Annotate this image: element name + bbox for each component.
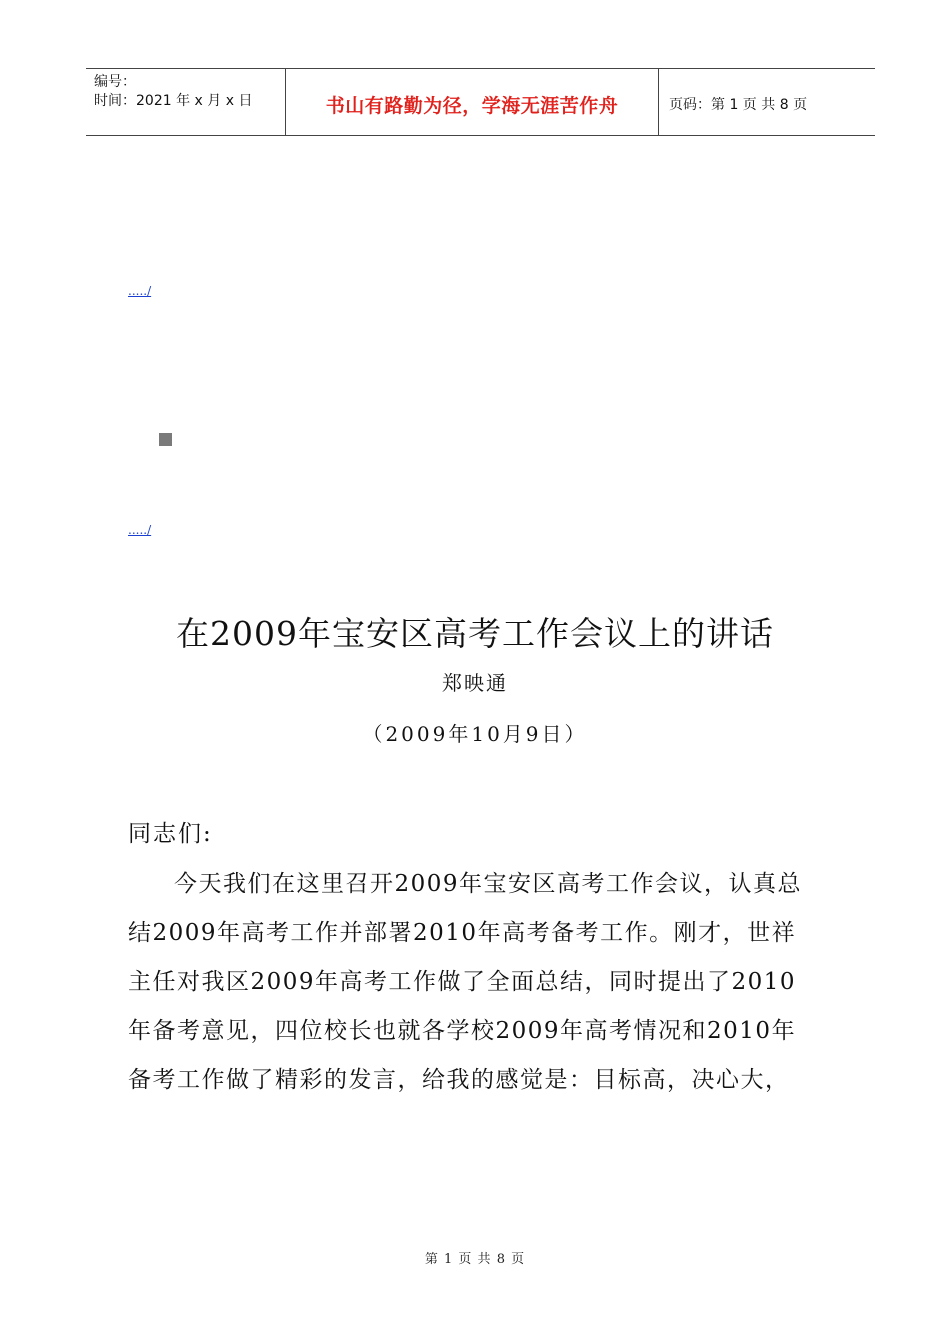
body-paragraph [128,860,828,1105]
header-number-label: 编号： [94,74,136,90]
header-page-label: 页码：第 1 页 共 8 页 [669,97,808,113]
paragraph-line: 结2009年高考工作并部署2010年高考备考工作。刚才，世祥 [128,920,797,946]
page-header [86,68,875,136]
document-author: 郑映通 [442,671,508,695]
page-footer: 第 1 页 共 8 页 [424,1252,526,1267]
paragraph-line: 主任对我区2009年高考工作做了全面总结，同时提出了2010 [128,969,797,995]
square-bullet-icon [159,433,172,446]
greeting: 同志们: [128,821,213,847]
header-motto: 书山有路勤为径，学海无涯苦作舟 [325,95,619,117]
link-2[interactable]: ...../ [128,523,152,537]
header-time-label: 时间：2021 年 x 月 x 日 [94,93,253,109]
header-meta [94,73,252,111]
link-1[interactable]: ...../ [128,284,152,298]
paragraph-line: 备考工作做了精彩的发言，给我的感觉是：目标高，决心大， [128,1067,790,1093]
paragraph-line: 年备考意见，四位校长也就各学校2009年高考情况和2010年 [128,1018,797,1044]
document-title: 在2009年宝安区高考工作会议上的讲话 [176,614,774,653]
document-date: （2009年10月9日） [362,722,588,746]
paragraph-line: 今天我们在这里召开2009年宝安区高考工作会议，认真总 [174,871,803,897]
header-divider [658,69,659,135]
